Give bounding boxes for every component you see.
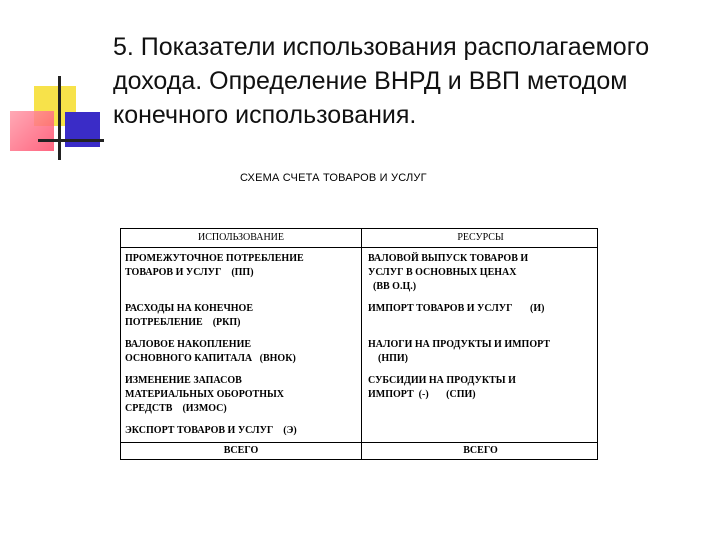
uses-cell: ВАЛОВОЕ НАКОПЛЕНИЕ ОСНОВНОГО КАПИТАЛА (ВНОК) (121, 334, 362, 370)
decor-red-square (10, 111, 54, 151)
uses-cell: ИЗМЕНЕНИЕ ЗАПАСОВ МАТЕРИАЛЬНЫХ ОБОРОТНЫХ СРЕДСТВ (ИЗМОС) (121, 370, 362, 420)
decor-horizontal-line (38, 139, 104, 142)
total-resources: ВСЕГО (362, 443, 598, 460)
table-row (121, 334, 598, 370)
table-total-row (121, 443, 598, 460)
resources-cell: ВАЛОВОЙ ВЫПУСК ТОВАРОВ И УСЛУГ В ОСНОВНЫХ ЦЕНАХ (ВВ О.Ц.) (362, 248, 598, 299)
decor-vertical-line (58, 76, 61, 160)
table-row (121, 248, 598, 299)
uses-cell: ПРОМЕЖУТОЧНОЕ ПОТРЕБЛЕНИЕ ТОВАРОВ И УСЛУГ (ПП) (121, 248, 362, 299)
header-uses: ИСПОЛЬЗОВАНИЕ (121, 229, 362, 248)
table-row (121, 370, 598, 420)
total-uses: ВСЕГО (121, 443, 362, 460)
uses-cell: ЭКСПОРТ ТОВАРОВ И УСЛУГ (Э) (121, 420, 362, 443)
uses-cell: РАСХОДЫ НА КОНЕЧНОЕ ПОТРЕБЛЕНИЕ (РКП) (121, 298, 362, 334)
table-row (121, 298, 598, 334)
resources-cell: НАЛОГИ НА ПРОДУКТЫ И ИМПОРТ (НПИ) (362, 334, 598, 370)
goods-services-account-table (120, 228, 598, 460)
resources-cell: ИМПОРТ ТОВАРОВ И УСЛУГ (И) (362, 298, 598, 334)
header-resources: РЕСУРСЫ (362, 229, 598, 248)
table-header-row (121, 229, 598, 248)
resources-cell: СУБСИДИИ НА ПРОДУКТЫ И ИМПОРТ (-) (СПИ) (362, 370, 598, 420)
scheme-title: СХЕМА СЧЕТА ТОВАРОВ И УСЛУГ (240, 172, 427, 184)
resources-cell (362, 420, 598, 443)
table-row (121, 420, 598, 443)
slide-title: 5. Показатели использования располагаемого дохода. Определение ВНРД и ВВП методом конечного использования. (113, 33, 650, 129)
